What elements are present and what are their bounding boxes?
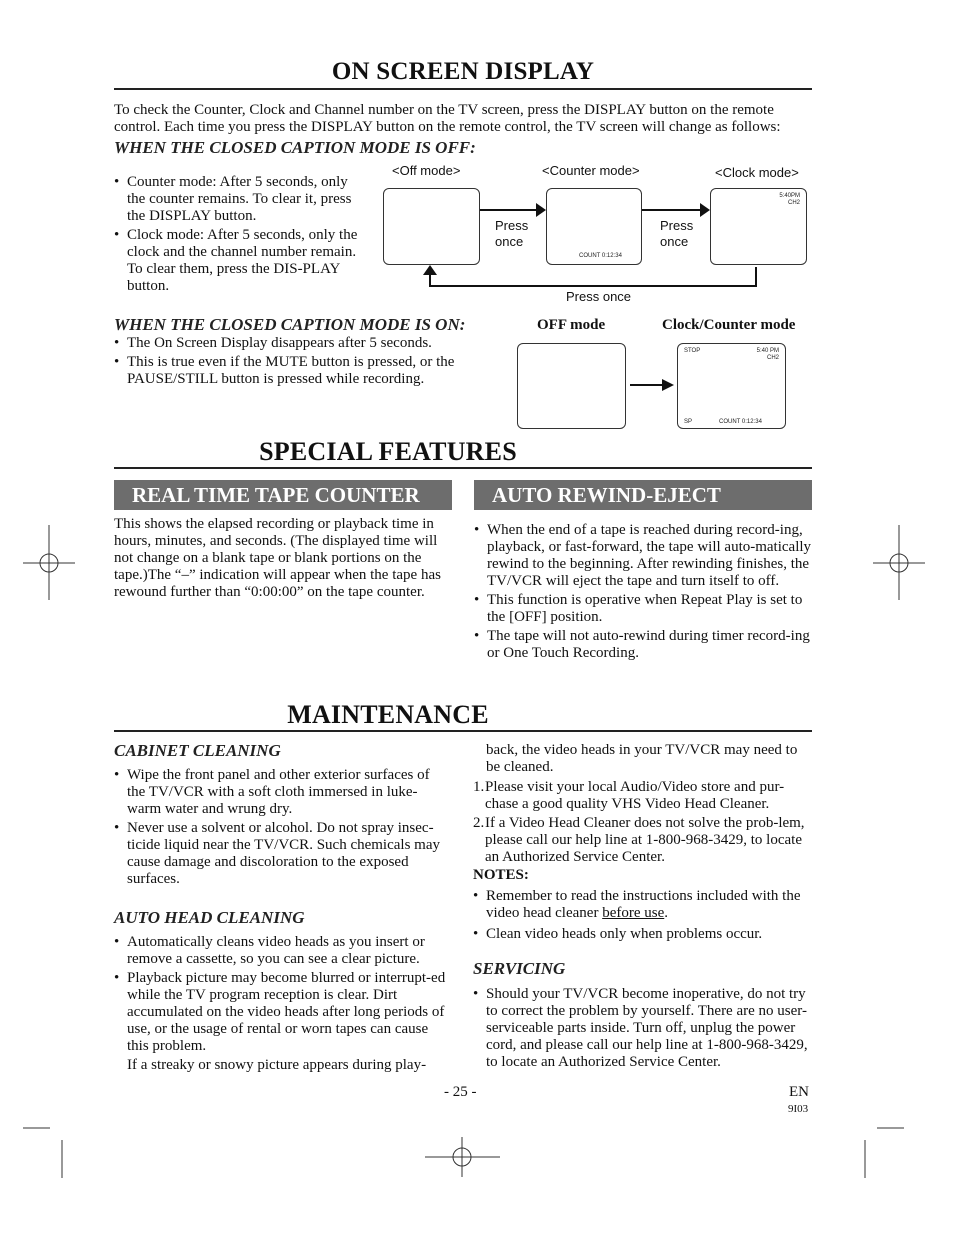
list-item: • The tape will not auto-rewind during timer record-ing or One Touch Recording. <box>474 628 812 662</box>
step-number: 2. <box>473 815 485 831</box>
section-rule <box>114 730 812 732</box>
diagram-arrows <box>380 185 820 295</box>
on-screen-display-title: ON SCREEN DISPLAY <box>331 58 595 85</box>
press-once-back-label: Press once <box>566 289 632 304</box>
section-rule <box>114 88 812 90</box>
cabinet-cleaning-heading: CABINET CLEANING <box>114 741 281 760</box>
crosshair-icon <box>873 525 925 600</box>
crosshair-icon <box>425 1137 500 1177</box>
list-item: • Should your TV/VCR become inoperative, do not try to correct the problem by yourself. There are no user-serviceable parts inside. Turn off, unplug the power cord, and please call our help line at 1-800-968-3429, to locate an Authorized Service Center. <box>473 986 812 1071</box>
off-mode-label: <Off mode> <box>392 163 461 178</box>
clock-mode-label: <Clock mode> <box>715 165 799 180</box>
head-cleaning-continuation: If a streaky or snowy picture appears during play- <box>127 1057 427 1073</box>
auto-rewind-bullets <box>474 522 812 664</box>
list-item: • This function is operative when Repeat Play is set to the [OFF] position. <box>474 592 812 626</box>
list-item: • This is true even if the MUTE button is pressed, or the PAUSE/STILL button is pressed while recording. <box>114 354 484 388</box>
real-time-counter-text: This shows the elapsed recording or playback time in hours, minutes, and seconds. (The displayed time will not change on a blank tape or blank portions on the tape.)The “–” indication will appear when the tape has rewound further than “0:00:00” on the tape counter. <box>114 516 441 600</box>
list-item <box>473 888 812 922</box>
crop-mark-icon <box>865 1128 904 1178</box>
page-number: - 25 - <box>444 1084 477 1100</box>
press-word: Press <box>660 218 694 233</box>
list-item: • Clean video heads only when problems occur. <box>473 926 812 943</box>
clock-channel: CH2 <box>766 355 779 361</box>
notes-bullets <box>473 888 812 945</box>
return-arrow-icon <box>423 265 756 286</box>
auto-head-cleaning-bullets <box>114 934 450 1057</box>
list-item: • Wipe the front panel and other exterior surfaces of the TV/VCR with a soft cloth immersed in luke-warm water and wrung dry. <box>114 767 450 818</box>
note-underlined-text: before use <box>602 905 665 921</box>
step-text: If a Video Head Cleaner does not solve the prob-lem, please call our help line at 1-800-968-3429, to locate an Authorized Service Center. <box>485 815 805 865</box>
list-item: • Counter mode: After 5 seconds, only the counter remains. To clear it, press the DISPLAY button. <box>114 174 366 225</box>
cc-on-clock-counter-screen <box>677 343 786 429</box>
once-word: once <box>660 234 689 249</box>
maintenance-title: MAINTENANCE <box>287 700 489 729</box>
cabinet-cleaning-bullets <box>114 767 450 890</box>
auto-head-cleaning-heading: AUTO HEAD CLEANING <box>114 908 305 927</box>
list-item: • Automatically cleans video heads as you insert or remove a cassette, so you can see a clear picture. <box>114 934 450 968</box>
list-item: • The On Screen Display disappears after 5 seconds. <box>114 335 484 352</box>
auto-rewind-eject-heading: AUTO REWIND-EJECT <box>474 480 812 510</box>
clock-readout <box>757 348 779 362</box>
servicing-heading: SERVICING <box>473 959 566 978</box>
section-rule <box>114 467 812 469</box>
list-item: • Clock mode: After 5 seconds, only the clock and the channel number remain. To clear them, press the DIS-PLAY button. <box>114 227 366 295</box>
special-features-title: SPECIAL FEATURES <box>259 437 517 466</box>
head-cleaning-steps <box>473 779 812 868</box>
crosshair-icon <box>23 525 75 600</box>
list-item: • Never use a solvent or alcohol. Do not spray insec-ticide liquid near the TV/VCR. Such chemicals may cause damage and discoloration to the exposed surfaces. <box>114 820 450 888</box>
cc-on-heading: WHEN THE CLOSED CAPTION MODE IS ON: <box>114 315 466 334</box>
once-word: once <box>495 234 524 249</box>
arrow-right-icon <box>480 203 546 217</box>
counter-readout: COUNT 0:12:34 <box>719 419 762 425</box>
cc-off-heading: WHEN THE CLOSED CAPTION MODE IS OFF: <box>114 138 476 157</box>
list-item: • Playback picture may become blurred or interrupt-ed while the TV program reception is clear. Dirt accumulated on the video heads after long periods of use, or the usage of rental or worn tapes can cause this problem. <box>114 970 450 1055</box>
clock-counter-heading: Clock/Counter mode <box>662 317 796 333</box>
press-word: Press <box>495 218 529 233</box>
note-text: . <box>664 905 668 921</box>
clock-time: 5:40 PM <box>756 348 779 354</box>
real-time-counter-heading: REAL TIME TAPE COUNTER <box>114 480 452 510</box>
step-number: 1. <box>473 779 485 795</box>
head-cleaning-continuation-2: back, the video heads in your TV/VCR may need to be cleaned. <box>486 742 798 775</box>
stop-indicator: STOP <box>684 348 701 354</box>
servicing-bullets <box>473 986 812 1073</box>
arrow-right-icon <box>642 203 710 217</box>
note-text: Remember to read the instructions included with the video head cleaner <box>486 888 801 921</box>
cc-on-bullets <box>114 335 484 390</box>
arrow-right-icon <box>628 376 676 394</box>
crop-mark-icon <box>23 1128 62 1178</box>
language-code: EN <box>789 1084 809 1100</box>
list-item <box>473 779 812 813</box>
cc-on-off-screen <box>517 343 626 429</box>
list-item: • When the end of a tape is reached during record-ing, playback, or fast-forward, the tape will auto-matically rewind to the beginning. After rewinding finishes, the TV/VCR will eject the tape and turn itself to off. <box>474 522 812 590</box>
counter-readout: COUNT 0:12:34 <box>579 253 622 259</box>
off-mode-heading: OFF mode <box>537 317 606 333</box>
step-text: Please visit your local Audio/Video store and pur-chase a good quality VHS Video Head Cleaner. <box>485 779 785 812</box>
notes-label: NOTES: <box>473 867 529 883</box>
clock-channel: CH2 <box>787 200 800 206</box>
cc-off-bullets <box>114 174 366 297</box>
clock-time: 5:40PM <box>779 193 800 199</box>
list-item <box>473 815 812 866</box>
speed-indicator: SP <box>684 419 693 425</box>
osd-intro: To check the Counter, Clock and Channel number on the TV screen, press the DISPLAY button on the remote control. Each time you press the DISPLAY button on the remote control, the TV screen will change as follows: <box>114 102 781 135</box>
document-code: 9I03 <box>788 1103 809 1115</box>
counter-mode-label: <Counter mode> <box>542 163 640 178</box>
